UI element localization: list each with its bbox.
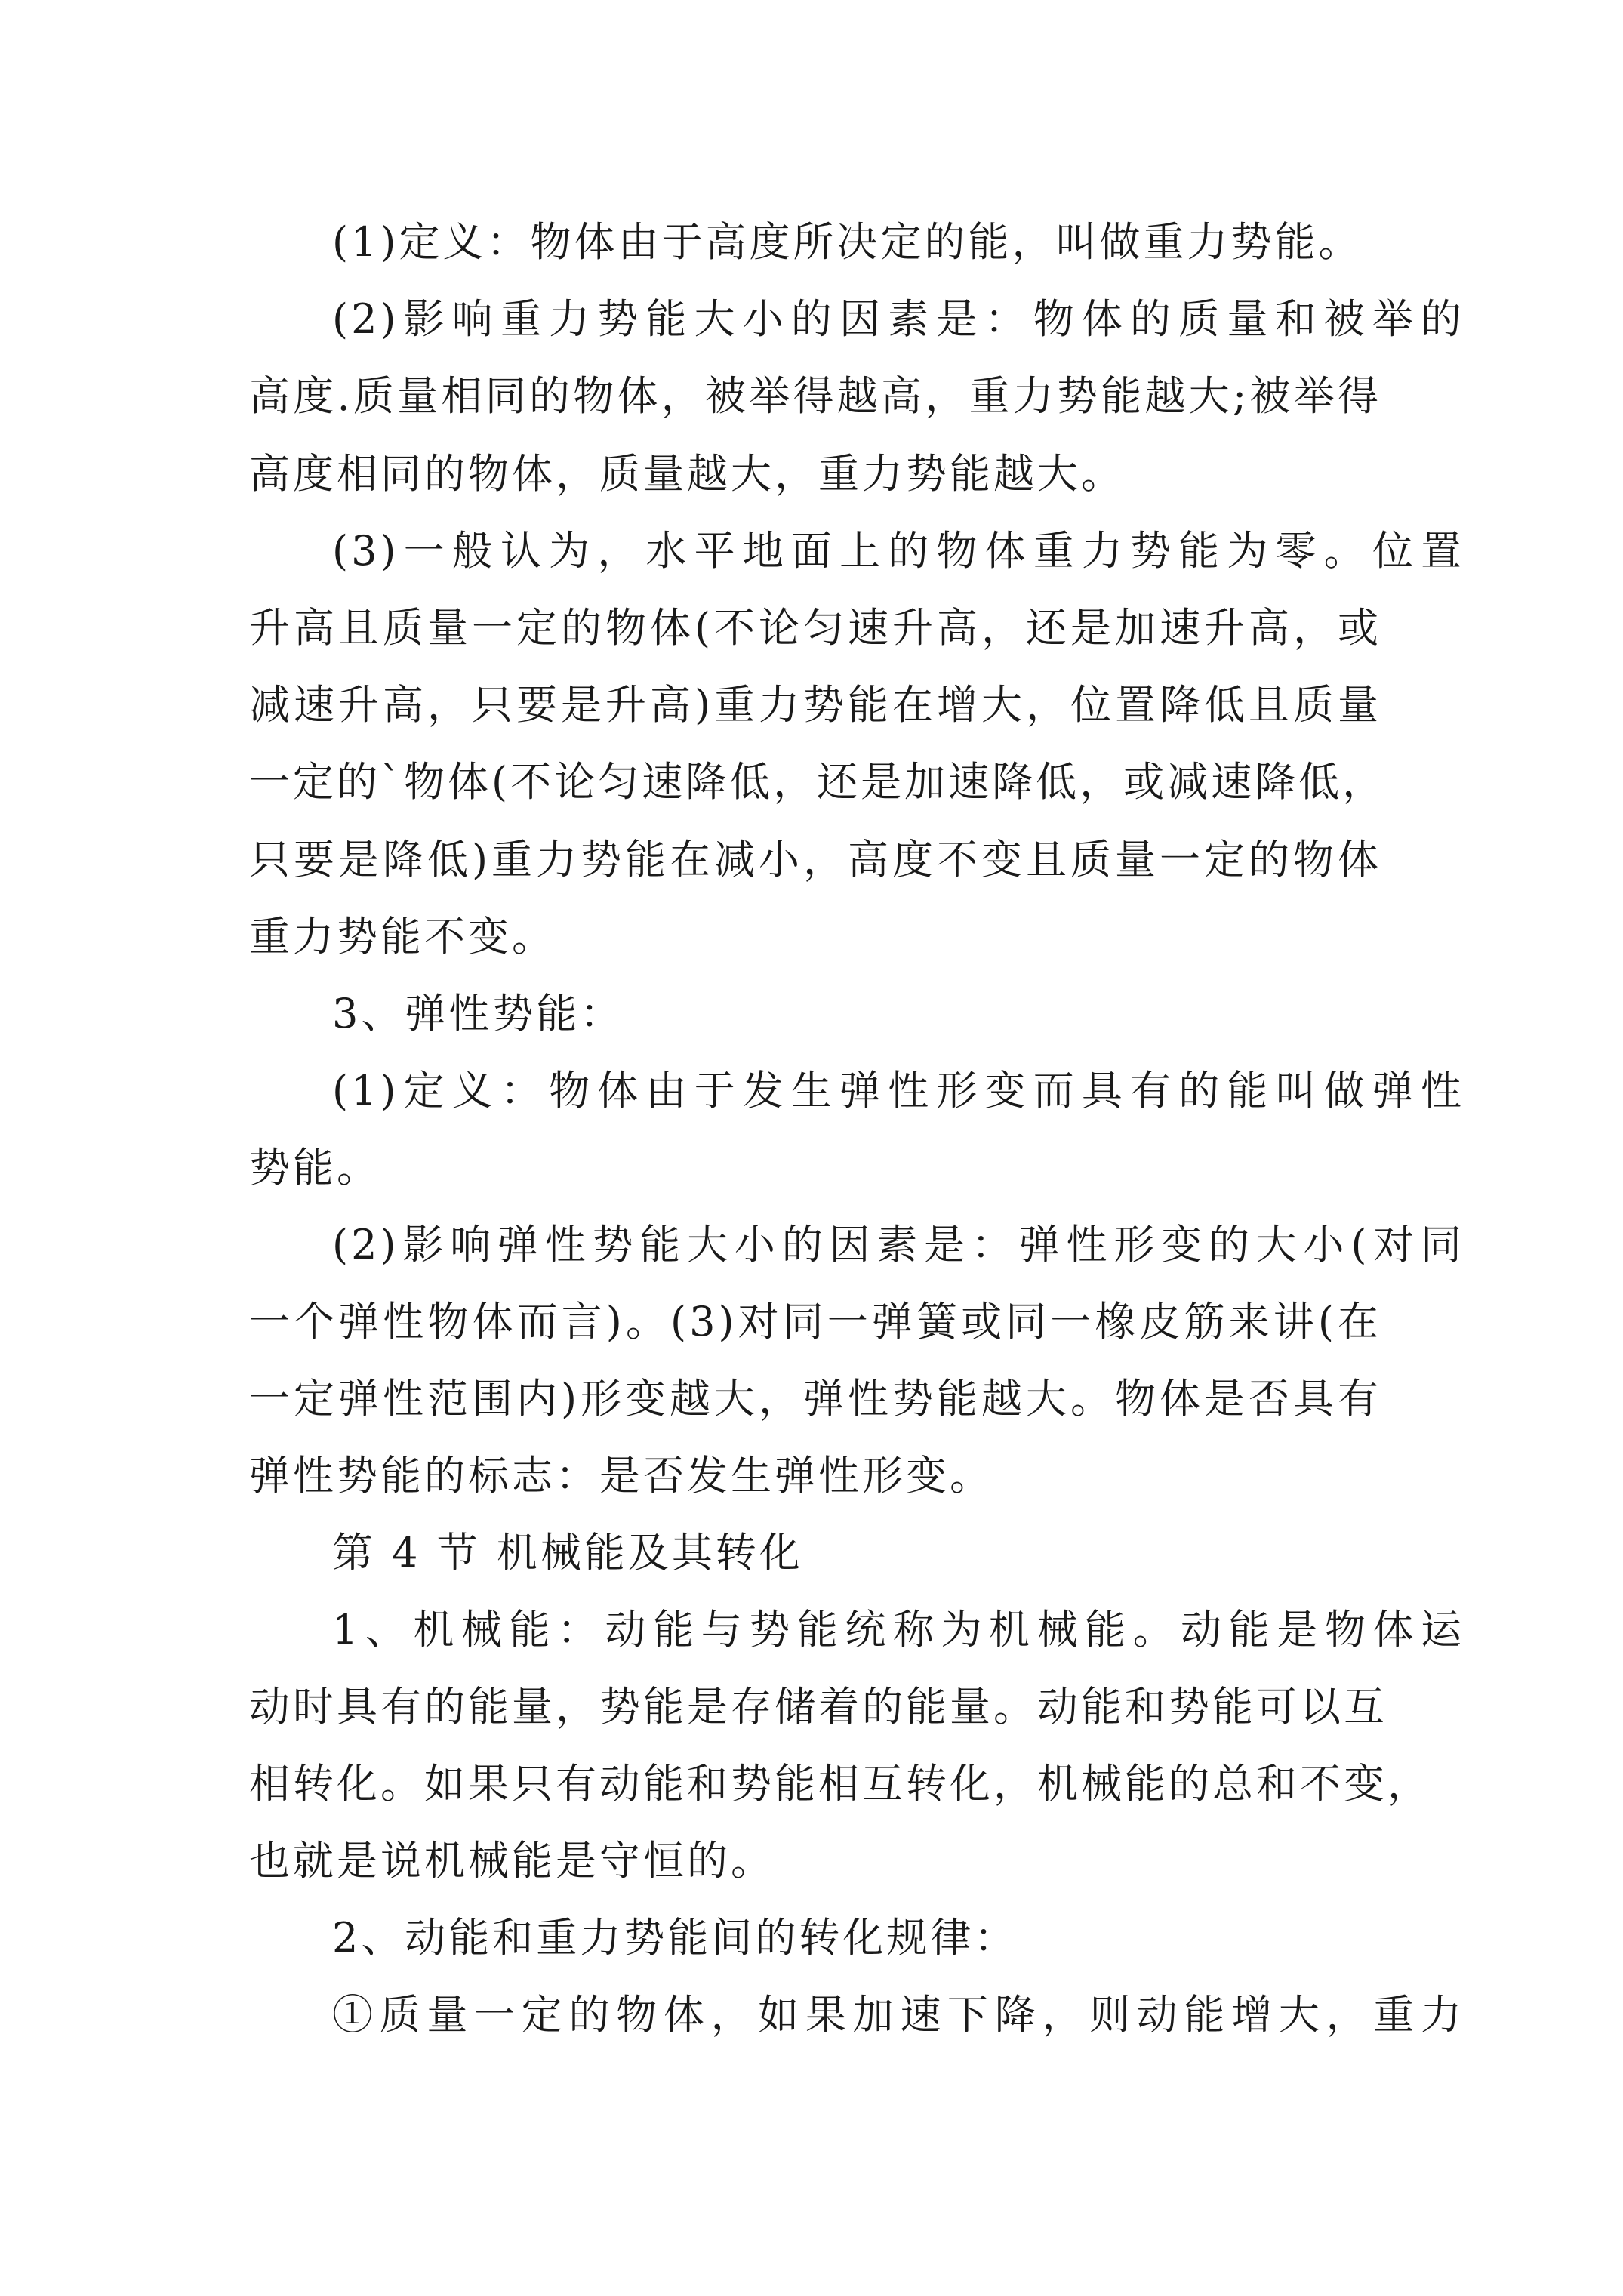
paragraph-line: (1)定义：物体由于高度所决定的能，叫做重力势能。 xyxy=(332,218,1363,266)
paragraph-line: 动时具有的能量，势能是存储着的能量。动能和势能可以互 xyxy=(249,1683,1387,1730)
paragraph-line: (3)一般认为，水平地面上的物体重力势能为零。位置 xyxy=(332,527,1464,575)
section-heading: 2、动能和重力势能间的转化规律： xyxy=(332,1914,1018,1962)
section-heading: 3、弹性势能： xyxy=(332,990,624,1037)
paragraph-line: 减速升高，只要是升高)重力势能在增大，位置降低且质量 xyxy=(249,681,1381,729)
paragraph-line: 高度相同的物体，质量越大，重力势能越大。 xyxy=(249,450,1125,498)
paragraph-line: ①质量一定的物体，如果加速下降，则动能增大，重力 xyxy=(332,1991,1464,2039)
paragraph-line: 弹性势能的标志：是否发生弹性形变。 xyxy=(249,1452,993,1499)
paragraph-line: (1)定义：物体由于发生弹性形变而具有的能叫做弹性 xyxy=(332,1067,1464,1114)
paragraph-line: 一定弹性范围内)形变越大，弹性势能越大。物体是否具有 xyxy=(249,1375,1381,1422)
paragraph-line: (2)影响重力势能大小的因素是：物体的质量和被举的 xyxy=(332,295,1464,343)
paragraph-line: 也就是说机械能是守恒的。 xyxy=(249,1837,775,1885)
paragraph-line: 一个弹性物体而言)。(3)对同一弹簧或同一橡皮筋来讲(在 xyxy=(249,1298,1381,1345)
paragraph-line: (2)影响弹性势能大小的因素是：弹性形变的大小(对同 xyxy=(332,1221,1464,1268)
paragraph-line: 升高且质量一定的物体(不论匀速升高，还是加速升高，或 xyxy=(249,604,1381,652)
section-title: 第 4 节 机械能及其转化 xyxy=(332,1529,803,1576)
paragraph-line: 高度.质量相同的物体，被举得越高，重力势能越大;被举得 xyxy=(249,372,1381,420)
paragraph-line: 只要是降低)重力势能在减小，高度不变且质量一定的物体 xyxy=(249,836,1381,883)
paragraph-line: 1、机械能：动能与势能统称为机械能。动能是物体运 xyxy=(332,1606,1464,1653)
paragraph-line: 一定的`物体(不论匀速降低，还是加速降低，或减速降低， xyxy=(249,758,1387,806)
paragraph-line: 势能。 xyxy=(249,1144,380,1191)
paragraph-line: 相转化。如果只有动能和势能相互转化，机械能的总和不变， xyxy=(249,1760,1431,1808)
paragraph-line: 重力势能不变。 xyxy=(249,913,556,960)
